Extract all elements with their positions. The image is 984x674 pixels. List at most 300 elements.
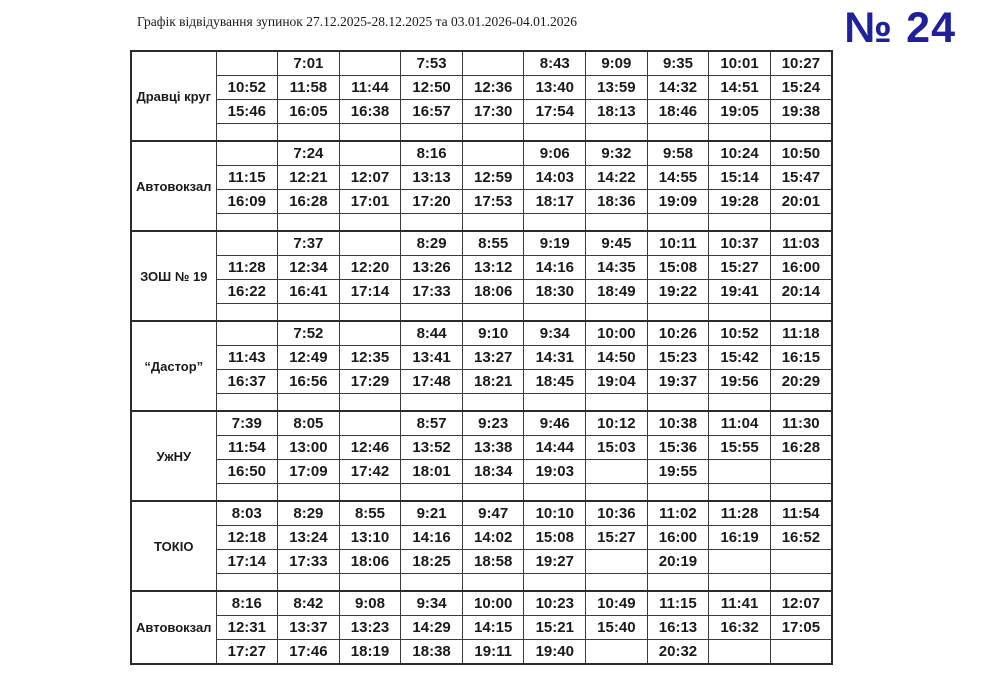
time-cell: 20:32 [647,640,709,665]
empty-spacer-cell [278,124,340,142]
time-cell: 9:19 [524,231,586,256]
time-cell: 16:22 [216,280,278,304]
empty-spacer-cell [647,574,709,592]
time-cell: 13:40 [524,76,586,100]
time-cell: 14:51 [709,76,771,100]
time-cell: 14:29 [401,616,463,640]
time-cell: 8:42 [278,591,340,616]
empty-spacer-cell [586,124,648,142]
time-cell: 13:24 [278,526,340,550]
empty-spacer-cell [339,574,401,592]
time-cell: 18:17 [524,190,586,214]
stop-name-cell: Дравці круг [131,51,216,141]
time-cell: 9:34 [401,591,463,616]
empty-spacer-cell [278,214,340,232]
empty-time-cell [462,51,524,76]
empty-spacer-cell [524,214,586,232]
time-cell: 7:01 [278,51,340,76]
time-cell: 10:24 [709,141,771,166]
time-cell: 19:11 [462,640,524,665]
time-cell: 16:41 [278,280,340,304]
time-cell: 7:52 [278,321,340,346]
time-cell: 18:45 [524,370,586,394]
stop-name-cell: УжНУ [131,411,216,501]
empty-spacer-cell [462,214,524,232]
time-cell: 19:56 [709,370,771,394]
time-cell: 12:18 [216,526,278,550]
time-cell: 18:34 [462,460,524,484]
empty-spacer-cell [278,574,340,592]
schedule-table [130,50,833,665]
time-cell: 11:18 [770,321,832,346]
time-cell: 9:35 [647,51,709,76]
empty-spacer-cell [216,304,278,322]
schedule-time-row [131,280,832,304]
empty-spacer-cell [709,484,771,502]
time-cell: 11:02 [647,501,709,526]
time-cell: 15:27 [586,526,648,550]
time-cell: 20:01 [770,190,832,214]
time-cell: 16:50 [216,460,278,484]
time-cell: 16:13 [647,616,709,640]
block-spacer-row [131,124,832,142]
empty-time-cell [586,460,648,484]
empty-spacer-cell [586,394,648,412]
time-cell: 10:10 [524,501,586,526]
time-cell: 11:28 [216,256,278,280]
time-cell: 19:55 [647,460,709,484]
empty-spacer-cell [647,304,709,322]
time-cell: 17:14 [339,280,401,304]
time-cell: 14:16 [401,526,463,550]
time-cell: 10:27 [770,51,832,76]
time-cell: 13:41 [401,346,463,370]
time-cell: 14:55 [647,166,709,190]
time-cell: 19:37 [647,370,709,394]
time-cell: 8:43 [524,51,586,76]
schedule-time-row [131,346,832,370]
empty-time-cell [770,550,832,574]
empty-spacer-cell [770,214,832,232]
time-cell: 11:43 [216,346,278,370]
time-cell: 10:00 [462,591,524,616]
empty-spacer-cell [278,484,340,502]
block-spacer-row [131,574,832,592]
time-cell: 19:38 [770,100,832,124]
time-cell: 19:40 [524,640,586,665]
time-cell: 14:50 [586,346,648,370]
time-cell: 8:44 [401,321,463,346]
time-cell: 13:52 [401,436,463,460]
time-cell: 12:07 [339,166,401,190]
schedule-time-row [131,616,832,640]
time-cell: 17:14 [216,550,278,574]
time-cell: 18:30 [524,280,586,304]
time-cell: 8:55 [462,231,524,256]
time-cell: 16:19 [709,526,771,550]
schedule-time-row [131,591,832,616]
time-cell: 12:36 [462,76,524,100]
block-spacer-row [131,394,832,412]
time-cell: 15:55 [709,436,771,460]
time-cell: 11:15 [647,591,709,616]
empty-time-cell [339,51,401,76]
empty-spacer-cell [709,124,771,142]
empty-spacer-cell [401,574,463,592]
time-cell: 9:21 [401,501,463,526]
time-cell: 11:41 [709,591,771,616]
empty-time-cell [462,141,524,166]
time-cell: 10:37 [709,231,771,256]
empty-spacer-cell [770,484,832,502]
time-cell: 17:53 [462,190,524,214]
time-cell: 12:21 [278,166,340,190]
empty-spacer-cell [339,394,401,412]
empty-time-cell [216,321,278,346]
time-cell: 16:52 [770,526,832,550]
time-cell: 12:07 [770,591,832,616]
time-cell: 15:47 [770,166,832,190]
time-cell: 15:03 [586,436,648,460]
block-spacer-row [131,484,832,502]
time-cell: 14:16 [524,256,586,280]
time-cell: 14:15 [462,616,524,640]
time-cell: 18:36 [586,190,648,214]
empty-spacer-cell [216,394,278,412]
time-cell: 9:10 [462,321,524,346]
time-cell: 11:04 [709,411,771,436]
empty-spacer-cell [462,574,524,592]
time-cell: 11:30 [770,411,832,436]
time-cell: 9:58 [647,141,709,166]
block-spacer-row [131,304,832,322]
time-cell: 15:23 [647,346,709,370]
time-cell: 13:00 [278,436,340,460]
empty-spacer-cell [278,394,340,412]
time-cell: 11:54 [216,436,278,460]
time-cell: 17:01 [339,190,401,214]
empty-spacer-cell [770,124,832,142]
time-cell: 15:14 [709,166,771,190]
empty-time-cell [339,411,401,436]
time-cell: 16:32 [709,616,771,640]
time-cell: 8:57 [401,411,463,436]
time-cell: 19:03 [524,460,586,484]
time-cell: 16:28 [770,436,832,460]
time-cell: 10:11 [647,231,709,256]
time-cell: 18:13 [586,100,648,124]
time-cell: 12:59 [462,166,524,190]
time-cell: 10:36 [586,501,648,526]
empty-spacer-cell [647,214,709,232]
empty-time-cell [586,550,648,574]
time-cell: 12:35 [339,346,401,370]
empty-spacer-cell [524,394,586,412]
time-cell: 19:27 [524,550,586,574]
time-cell: 15:40 [586,616,648,640]
time-cell: 9:09 [586,51,648,76]
empty-spacer-cell [462,484,524,502]
time-cell: 16:38 [339,100,401,124]
time-cell: 19:04 [586,370,648,394]
empty-time-cell [339,231,401,256]
time-cell: 15:21 [524,616,586,640]
time-cell: 14:03 [524,166,586,190]
empty-spacer-cell [216,124,278,142]
time-cell: 18:19 [339,640,401,665]
schedule-table-body [131,51,832,664]
time-cell: 17:09 [278,460,340,484]
time-cell: 13:27 [462,346,524,370]
time-cell: 12:31 [216,616,278,640]
schedule-time-row [131,190,832,214]
time-cell: 9:32 [586,141,648,166]
empty-spacer-cell [462,394,524,412]
empty-time-cell [709,460,771,484]
empty-spacer-cell [709,394,771,412]
time-cell: 19:22 [647,280,709,304]
time-cell: 8:29 [401,231,463,256]
empty-spacer-cell [339,124,401,142]
time-cell: 8:55 [339,501,401,526]
empty-spacer-cell [586,214,648,232]
time-cell: 13:59 [586,76,648,100]
time-cell: 20:19 [647,550,709,574]
empty-spacer-cell [401,304,463,322]
empty-spacer-cell [709,574,771,592]
time-cell: 18:38 [401,640,463,665]
stop-name-cell: ЗОШ № 19 [131,231,216,321]
time-cell: 15:42 [709,346,771,370]
time-cell: 7:39 [216,411,278,436]
schedule-time-row [131,51,832,76]
time-cell: 9:45 [586,231,648,256]
time-cell: 9:23 [462,411,524,436]
time-cell: 9:46 [524,411,586,436]
time-cell: 17:42 [339,460,401,484]
empty-spacer-cell [647,394,709,412]
time-cell: 7:53 [401,51,463,76]
empty-spacer-cell [401,484,463,502]
time-cell: 7:37 [278,231,340,256]
empty-time-cell [216,51,278,76]
time-cell: 10:26 [647,321,709,346]
time-cell: 14:31 [524,346,586,370]
empty-spacer-cell [647,484,709,502]
empty-spacer-cell [216,574,278,592]
time-cell: 19:28 [709,190,771,214]
time-cell: 18:25 [401,550,463,574]
time-cell: 12:34 [278,256,340,280]
empty-spacer-cell [278,304,340,322]
time-cell: 14:22 [586,166,648,190]
page-title: Графік відвідування зупинок 27.12.2025-28.12.2025 та 03.01.2026-04.01.2026 [137,14,578,29]
time-cell: 16:37 [216,370,278,394]
time-cell: 9:08 [339,591,401,616]
time-cell: 13:37 [278,616,340,640]
time-cell: 13:10 [339,526,401,550]
time-cell: 12:50 [401,76,463,100]
time-cell: 13:23 [339,616,401,640]
empty-spacer-cell [216,214,278,232]
stop-name-cell: “Дастор” [131,321,216,411]
schedule-time-row [131,526,832,550]
time-cell: 11:58 [278,76,340,100]
schedule-time-row [131,370,832,394]
empty-spacer-cell [401,214,463,232]
time-cell: 17:46 [278,640,340,665]
time-cell: 16:15 [770,346,832,370]
empty-spacer-cell [401,394,463,412]
schedule-time-row [131,640,832,665]
time-cell: 16:56 [278,370,340,394]
empty-spacer-cell [339,484,401,502]
time-cell: 10:00 [586,321,648,346]
time-cell: 17:29 [339,370,401,394]
time-cell: 8:16 [216,591,278,616]
time-cell: 11:54 [770,501,832,526]
time-cell: 10:01 [709,51,771,76]
time-cell: 10:38 [647,411,709,436]
schedule-time-row [131,550,832,574]
empty-time-cell [770,640,832,665]
empty-spacer-cell [339,214,401,232]
time-cell: 14:35 [586,256,648,280]
empty-time-cell [709,640,771,665]
time-cell: 15:08 [647,256,709,280]
time-cell: 7:24 [278,141,340,166]
empty-spacer-cell [401,124,463,142]
time-cell: 18:21 [462,370,524,394]
schedule-time-row [131,100,832,124]
time-cell: 18:46 [647,100,709,124]
time-cell: 16:05 [278,100,340,124]
time-cell: 17:20 [401,190,463,214]
schedule-time-row [131,501,832,526]
empty-spacer-cell [770,574,832,592]
time-cell: 10:12 [586,411,648,436]
schedule-time-row [131,436,832,460]
time-cell: 13:12 [462,256,524,280]
time-cell: 17:54 [524,100,586,124]
time-cell: 17:30 [462,100,524,124]
empty-time-cell [216,231,278,256]
empty-time-cell [216,141,278,166]
time-cell: 14:32 [647,76,709,100]
schedule-time-row [131,321,832,346]
time-cell: 11:03 [770,231,832,256]
time-cell: 17:48 [401,370,463,394]
time-cell: 10:52 [709,321,771,346]
empty-spacer-cell [524,124,586,142]
time-cell: 8:05 [278,411,340,436]
time-cell: 15:46 [216,100,278,124]
time-cell: 17:27 [216,640,278,665]
empty-time-cell [586,640,648,665]
time-cell: 16:00 [770,256,832,280]
empty-spacer-cell [524,304,586,322]
time-cell: 8:16 [401,141,463,166]
time-cell: 19:09 [647,190,709,214]
time-cell: 18:06 [339,550,401,574]
empty-spacer-cell [586,484,648,502]
time-cell: 8:03 [216,501,278,526]
time-cell: 17:33 [401,280,463,304]
empty-time-cell [339,141,401,166]
time-cell: 17:05 [770,616,832,640]
empty-spacer-cell [709,214,771,232]
time-cell: 13:26 [401,256,463,280]
time-cell: 20:14 [770,280,832,304]
time-cell: 17:33 [278,550,340,574]
time-cell: 9:47 [462,501,524,526]
empty-spacer-cell [339,304,401,322]
time-cell: 11:44 [339,76,401,100]
empty-spacer-cell [709,304,771,322]
time-cell: 13:13 [401,166,463,190]
time-cell: 18:01 [401,460,463,484]
empty-time-cell [709,550,771,574]
time-cell: 10:52 [216,76,278,100]
schedule-time-row [131,460,832,484]
time-cell: 10:23 [524,591,586,616]
time-cell: 10:50 [770,141,832,166]
empty-spacer-cell [770,304,832,322]
time-cell: 16:09 [216,190,278,214]
route-number-badge: № 24 [844,4,956,52]
empty-time-cell [339,321,401,346]
schedule-time-row [131,256,832,280]
time-cell: 14:44 [524,436,586,460]
schedule-time-row [131,231,832,256]
time-cell: 16:57 [401,100,463,124]
time-cell: 18:49 [586,280,648,304]
time-cell: 16:00 [647,526,709,550]
time-cell: 11:15 [216,166,278,190]
time-cell: 16:28 [278,190,340,214]
empty-spacer-cell [586,304,648,322]
time-cell: 10:49 [586,591,648,616]
time-cell: 15:08 [524,526,586,550]
stop-name-cell: Автовокзал [131,591,216,664]
schedule-time-row [131,76,832,100]
time-cell: 18:06 [462,280,524,304]
time-cell: 12:49 [278,346,340,370]
time-cell: 20:29 [770,370,832,394]
time-cell: 15:36 [647,436,709,460]
schedule-time-row [131,411,832,436]
empty-spacer-cell [770,394,832,412]
empty-spacer-cell [216,484,278,502]
time-cell: 18:58 [462,550,524,574]
empty-spacer-cell [524,484,586,502]
time-cell: 19:41 [709,280,771,304]
time-cell: 12:20 [339,256,401,280]
stop-name-cell: Автовокзал [131,141,216,231]
schedule-time-row [131,141,832,166]
time-cell: 11:28 [709,501,771,526]
stop-name-cell: ТОКІО [131,501,216,591]
empty-spacer-cell [647,124,709,142]
empty-spacer-cell [462,304,524,322]
empty-spacer-cell [524,574,586,592]
time-cell: 8:29 [278,501,340,526]
empty-spacer-cell [586,574,648,592]
empty-time-cell [770,460,832,484]
time-cell: 15:24 [770,76,832,100]
time-cell: 9:06 [524,141,586,166]
time-cell: 14:02 [462,526,524,550]
